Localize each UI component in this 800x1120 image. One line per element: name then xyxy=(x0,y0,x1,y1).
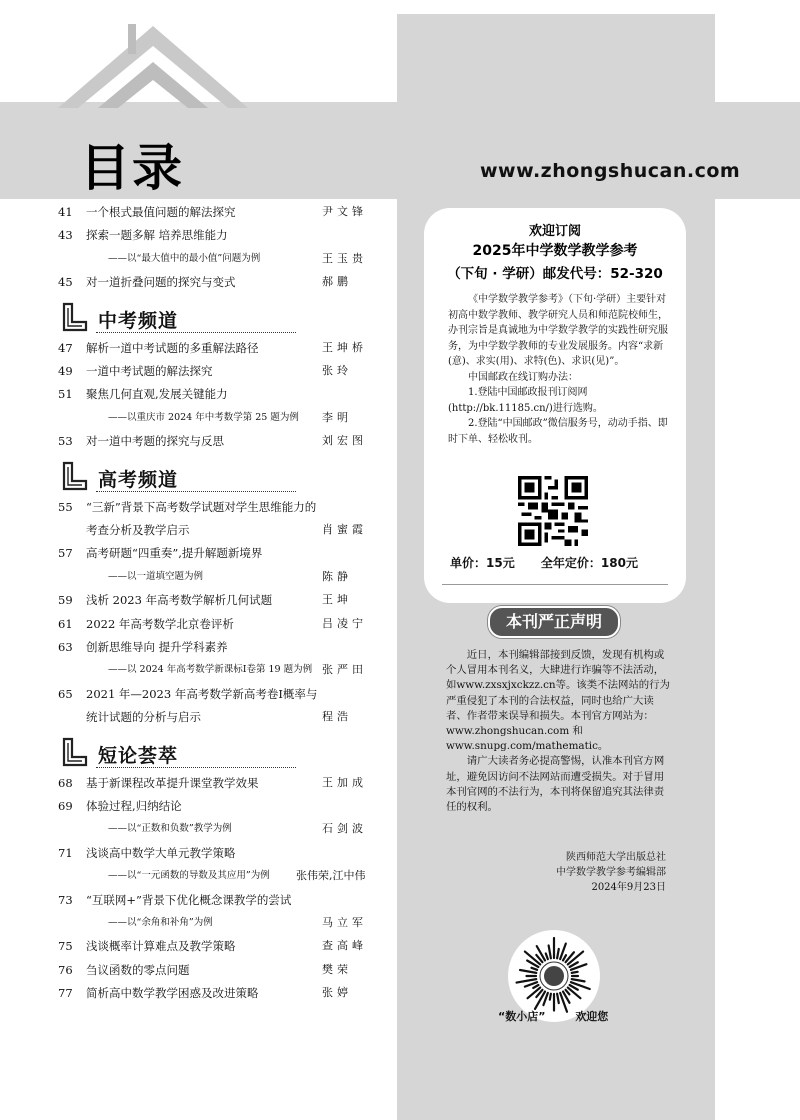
toc-page-number: 51 xyxy=(58,387,73,402)
toc-page-number: 49 xyxy=(58,364,73,378)
statement-signature xyxy=(446,850,666,895)
toc-page-number: 57 xyxy=(58,546,73,561)
toc-article-title: ——以“最大值中的最小值”问题为例 xyxy=(108,252,261,264)
editorial-office: 中学数学教学参考编辑部 xyxy=(556,867,666,878)
toc-author: 张严田 xyxy=(322,663,367,677)
toc-article-title: 统计试题的分析与启示 xyxy=(86,710,201,725)
toc-article-title: 对一道折叠问题的探究与变式 xyxy=(86,275,236,290)
statement-paragraph-2: 请广大读者务必提高警惕，认准本刊官方网址，避免因访问不法网站而遭受损失。对于冒用本刊官网的不法行为，本刊将保留追究其法律责任的权利。 xyxy=(446,755,665,814)
toc-author: 王坤 xyxy=(322,593,352,607)
toc-page-number: 55 xyxy=(58,499,73,514)
toc-page-number: 77 xyxy=(58,986,73,1001)
toc-page-number: 63 xyxy=(58,640,73,654)
toc-author: 尹文锋 xyxy=(322,205,367,218)
toc-page-number: 47 xyxy=(58,340,73,355)
toc-article-title: 浅析 2023 年高考数学解析几何试题 xyxy=(86,593,273,608)
toc-article-title: 浅谈概率计算难点及教学策略 xyxy=(86,939,236,954)
toc-page-number: 59 xyxy=(58,593,73,608)
section-underline xyxy=(96,767,296,768)
section-header xyxy=(58,302,298,334)
toc-article-title: 一个根式最值问题的解法探究 xyxy=(86,205,236,219)
toc-article-title: 简析高中数学教学困惑及改进策略 xyxy=(86,986,259,1001)
toc-page-number: 68 xyxy=(58,775,73,790)
toc-page-number: 71 xyxy=(58,845,73,860)
statement-date: 2024年9月23日 xyxy=(591,882,666,893)
toc-article-title: 一道中考试题的解法探究 xyxy=(86,364,213,378)
section-title: 高考频道 xyxy=(98,468,179,491)
toc-page-number: 76 xyxy=(58,962,73,977)
annual-price: 全年定价：180元 xyxy=(540,556,638,570)
toc-article-title: 2021 年—2023 年高考数学新高考卷Ⅰ概率与 xyxy=(86,686,318,701)
toc-article-title: ——以“一元函数的导数及其应用”为例 xyxy=(108,870,270,882)
subscribe-code: （下旬 · 学研）邮发代号：52-320 xyxy=(447,266,663,282)
toc-author: 查高峰 xyxy=(322,939,367,953)
section-underline xyxy=(96,332,296,333)
toc-article-title: ——以“正数和负数”教学为例 xyxy=(108,823,232,835)
toc-article-title: 浅谈高中数学大单元教学策略 xyxy=(86,845,236,860)
price-line xyxy=(450,554,670,571)
toc-article-title: 2022 年高考数学北京卷评析 xyxy=(86,616,234,631)
subscription-card xyxy=(424,208,686,603)
toc-page-number: 41 xyxy=(58,205,73,219)
toc-article-title: ——以 2024 年高考数学新课标Ⅰ卷第 19 题为例 xyxy=(108,664,313,676)
unit-price: 单价：15元 xyxy=(450,556,515,570)
section-title: 短论荟萃 xyxy=(98,744,179,767)
toc-page-number: 69 xyxy=(58,799,73,813)
toc-author: 马立军 xyxy=(322,916,367,929)
subscribe-method-title: 中国邮政在线订购办法： xyxy=(468,371,578,383)
toc-author: 樊荣 xyxy=(322,962,352,976)
section-ruler-icon xyxy=(60,302,90,332)
toc-page-number: 65 xyxy=(58,686,73,701)
roof-decoration-icon xyxy=(38,18,268,108)
toc-author: 程浩 xyxy=(322,710,352,724)
toc-author: 郝鹏 xyxy=(322,275,352,289)
toc-page-number: 75 xyxy=(58,939,73,954)
toc-page-number: 43 xyxy=(58,228,73,243)
toc-author: 王坤桥 xyxy=(322,340,367,354)
subscribe-heading: 欢迎订阅 xyxy=(528,224,581,239)
shop-welcome: 欢迎您 xyxy=(575,1010,609,1023)
toc-author: 吕凌宁 xyxy=(322,616,367,630)
toc-article-title: 高考研题“四重奏”,提升解题新境界 xyxy=(86,546,263,561)
toc-article-title: “互联网+”背景下优化概念课教学的尝试 xyxy=(86,892,292,907)
toc-author: 石剑波 xyxy=(322,822,367,836)
toc-author: 王玉贵 xyxy=(322,251,367,265)
toc-page-number: 53 xyxy=(58,434,73,449)
toc-article-title: 探索一题多解 培养思维能力 xyxy=(86,228,228,243)
statement-badge: 本刊严正声明 xyxy=(488,606,620,638)
section-underline xyxy=(96,491,296,492)
section-title: 中考频道 xyxy=(98,309,179,332)
subscribe-method-1: 1.登陆中国邮政报刊订阅网(http://bk.11185.cn/)进行选购。 xyxy=(448,387,603,414)
section-header xyxy=(58,737,298,769)
section-ruler-icon xyxy=(60,737,90,767)
toc-article-title: ——以“余角和补角”为例 xyxy=(108,917,213,928)
toc-article-title: 创新思维导向 提升学科素养 xyxy=(86,640,228,654)
toc-article-title: 基于新课程改革提升课堂教学效果 xyxy=(86,775,259,790)
section-header xyxy=(58,461,298,493)
price-divider xyxy=(442,584,668,585)
toc-page-number: 45 xyxy=(58,275,73,290)
subscribe-method-2: 2.登陆“中国邮政”微信服务号，动动手指、即时下单、轻松收刊。 xyxy=(448,418,668,445)
statement-text xyxy=(446,648,672,815)
shop-name: “数小店” xyxy=(498,1010,546,1023)
toc-article-title: 刍议函数的零点问题 xyxy=(86,962,190,977)
toc-author: 王加成 xyxy=(322,775,367,789)
toc-article-title: 解析一道中考试题的多重解法路径 xyxy=(86,340,259,355)
shop-caption xyxy=(498,1008,668,1024)
toc-page-number: 73 xyxy=(58,892,73,907)
section-ruler-icon xyxy=(60,461,90,491)
toc-author: 刘宏图 xyxy=(322,434,367,448)
toc-author: 张玲 xyxy=(322,364,352,377)
subscribe-journal: 2025年中学数学教学参考 xyxy=(472,243,638,259)
statement-paragraph-1: 近日，本刊编辑部接到反馈，发现有机构或个人冒用本刊名义，大肆进行诈骗等不法活动，如www.zxsxjxckzz.cn等。该类不法网站的行为严重侵犯了本刊的合法权益，同时也给广大读者、作者带来误导和损失。本刊官方网站为：www.zhongshucan.com 和 www.snupg.com/mathematic。 xyxy=(446,649,670,753)
toc-author: 张婷 xyxy=(322,986,352,1000)
toc-article-title: ——以一道填空题为例 xyxy=(108,570,204,582)
toc-page-number: 61 xyxy=(58,616,73,631)
qr-code-icon[interactable] xyxy=(518,476,588,546)
toc-article-title: 体验过程,归纳结论 xyxy=(86,799,182,813)
toc-article-title: 聚焦几何直观,发展关键能力 xyxy=(86,387,228,402)
subscribe-body xyxy=(448,292,668,447)
toc-author: 张伟荣,江中伟 xyxy=(296,869,366,883)
toc-article-title: 对一道中考题的探究与反思 xyxy=(86,434,224,449)
toc-article-title: 考查分析及教学启示 xyxy=(86,523,190,537)
toc-author: 李明 xyxy=(322,410,352,424)
toc-article-title: “三新”背景下高考数学试题对学生思维能力的 xyxy=(86,499,317,514)
toc-article-title: ——以重庆市 2024 年中考数学第 25 题为例 xyxy=(108,411,299,423)
subscribe-intro: 《中学数学教学参考》（下旬·学研）主要针对初高中数学教师、教学研究人员和师范院校师生，办刊宗旨是真诚地为中学数学教学的实践性研究服务，为中学数学教师的专业发展服务。内容“求新(意)、求实(用)、求特(色)、求识(见)”。 xyxy=(448,294,668,367)
publisher-name: 陕西师范大学出版总社 xyxy=(566,852,666,863)
page-title: 目录 xyxy=(80,139,184,197)
website-url: www.zhongshucan.com xyxy=(480,160,741,182)
toc-author: 陈静 xyxy=(322,569,352,583)
toc-author: 肖蜜霞 xyxy=(322,523,367,536)
